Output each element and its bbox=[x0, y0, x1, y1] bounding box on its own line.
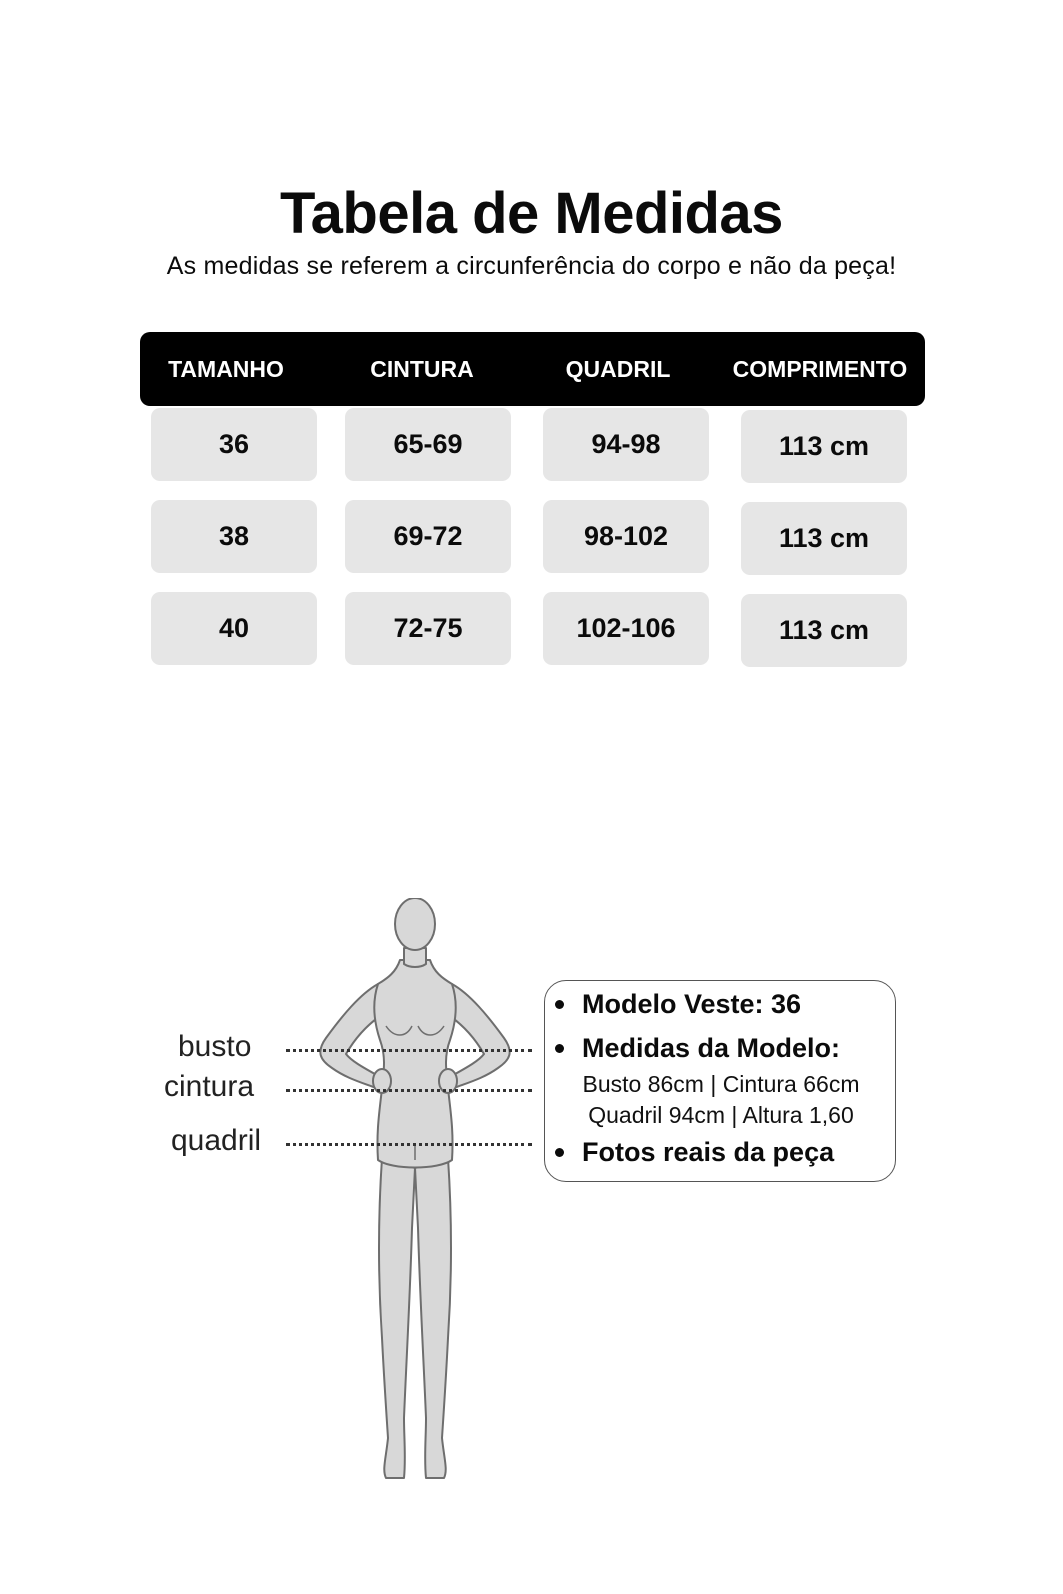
bust-guide-line bbox=[286, 1049, 532, 1052]
table-cell-size: 36 bbox=[151, 408, 317, 481]
bullet-icon bbox=[555, 1148, 564, 1157]
waist-guide-line bbox=[286, 1089, 532, 1092]
real-photos-text: Fotos reais da peça bbox=[582, 1137, 835, 1167]
table-cell-waist: 65-69 bbox=[345, 408, 511, 481]
page-subtitle: As medidas se referem a circunferência do corpo e não da peça! bbox=[166, 252, 897, 280]
model-wears-text: Modelo Veste: 36 bbox=[582, 989, 802, 1019]
model-measures-line-2: Quadril 94cm | Altura 1,60 bbox=[588, 1102, 854, 1128]
table-cell-size: 40 bbox=[151, 592, 317, 665]
column-header-size: TAMANHO bbox=[168, 356, 284, 382]
table-header bbox=[140, 332, 925, 406]
hip-guide-line bbox=[286, 1143, 532, 1146]
column-header-length: COMPRIMENTO bbox=[732, 356, 908, 382]
table-cell-waist: 69-72 bbox=[345, 500, 511, 573]
table-cell-length: 113 cm bbox=[741, 502, 907, 575]
model-wears-item bbox=[555, 989, 801, 1020]
model-measures-line-1: Busto 86cm | Cintura 66cm bbox=[582, 1071, 860, 1097]
bust-label: busto bbox=[178, 1030, 252, 1063]
model-measures-item bbox=[555, 1033, 840, 1064]
column-header-hip: QUADRIL bbox=[565, 356, 671, 382]
hip-label: quadril bbox=[171, 1124, 262, 1157]
bullet-icon bbox=[555, 1000, 564, 1009]
model-info-box bbox=[544, 980, 896, 1182]
model-measures-title: Medidas da Modelo: bbox=[582, 1033, 841, 1063]
table-cell-length: 113 cm bbox=[741, 594, 907, 667]
page-title: Tabela de Medidas bbox=[280, 181, 783, 246]
column-header-waist: CINTURA bbox=[370, 356, 474, 382]
table-cell-length: 113 cm bbox=[741, 410, 907, 483]
body-silhouette-illustration bbox=[300, 898, 530, 1488]
waist-label: cintura bbox=[164, 1070, 255, 1103]
table-cell-hip: 102-106 bbox=[543, 592, 709, 665]
table-cell-size: 38 bbox=[151, 500, 317, 573]
table-cell-waist: 72-75 bbox=[345, 592, 511, 665]
table-cell-hip: 98-102 bbox=[543, 500, 709, 573]
table-cell-hip: 94-98 bbox=[543, 408, 709, 481]
real-photos-item bbox=[555, 1137, 834, 1168]
bullet-icon bbox=[555, 1044, 564, 1053]
